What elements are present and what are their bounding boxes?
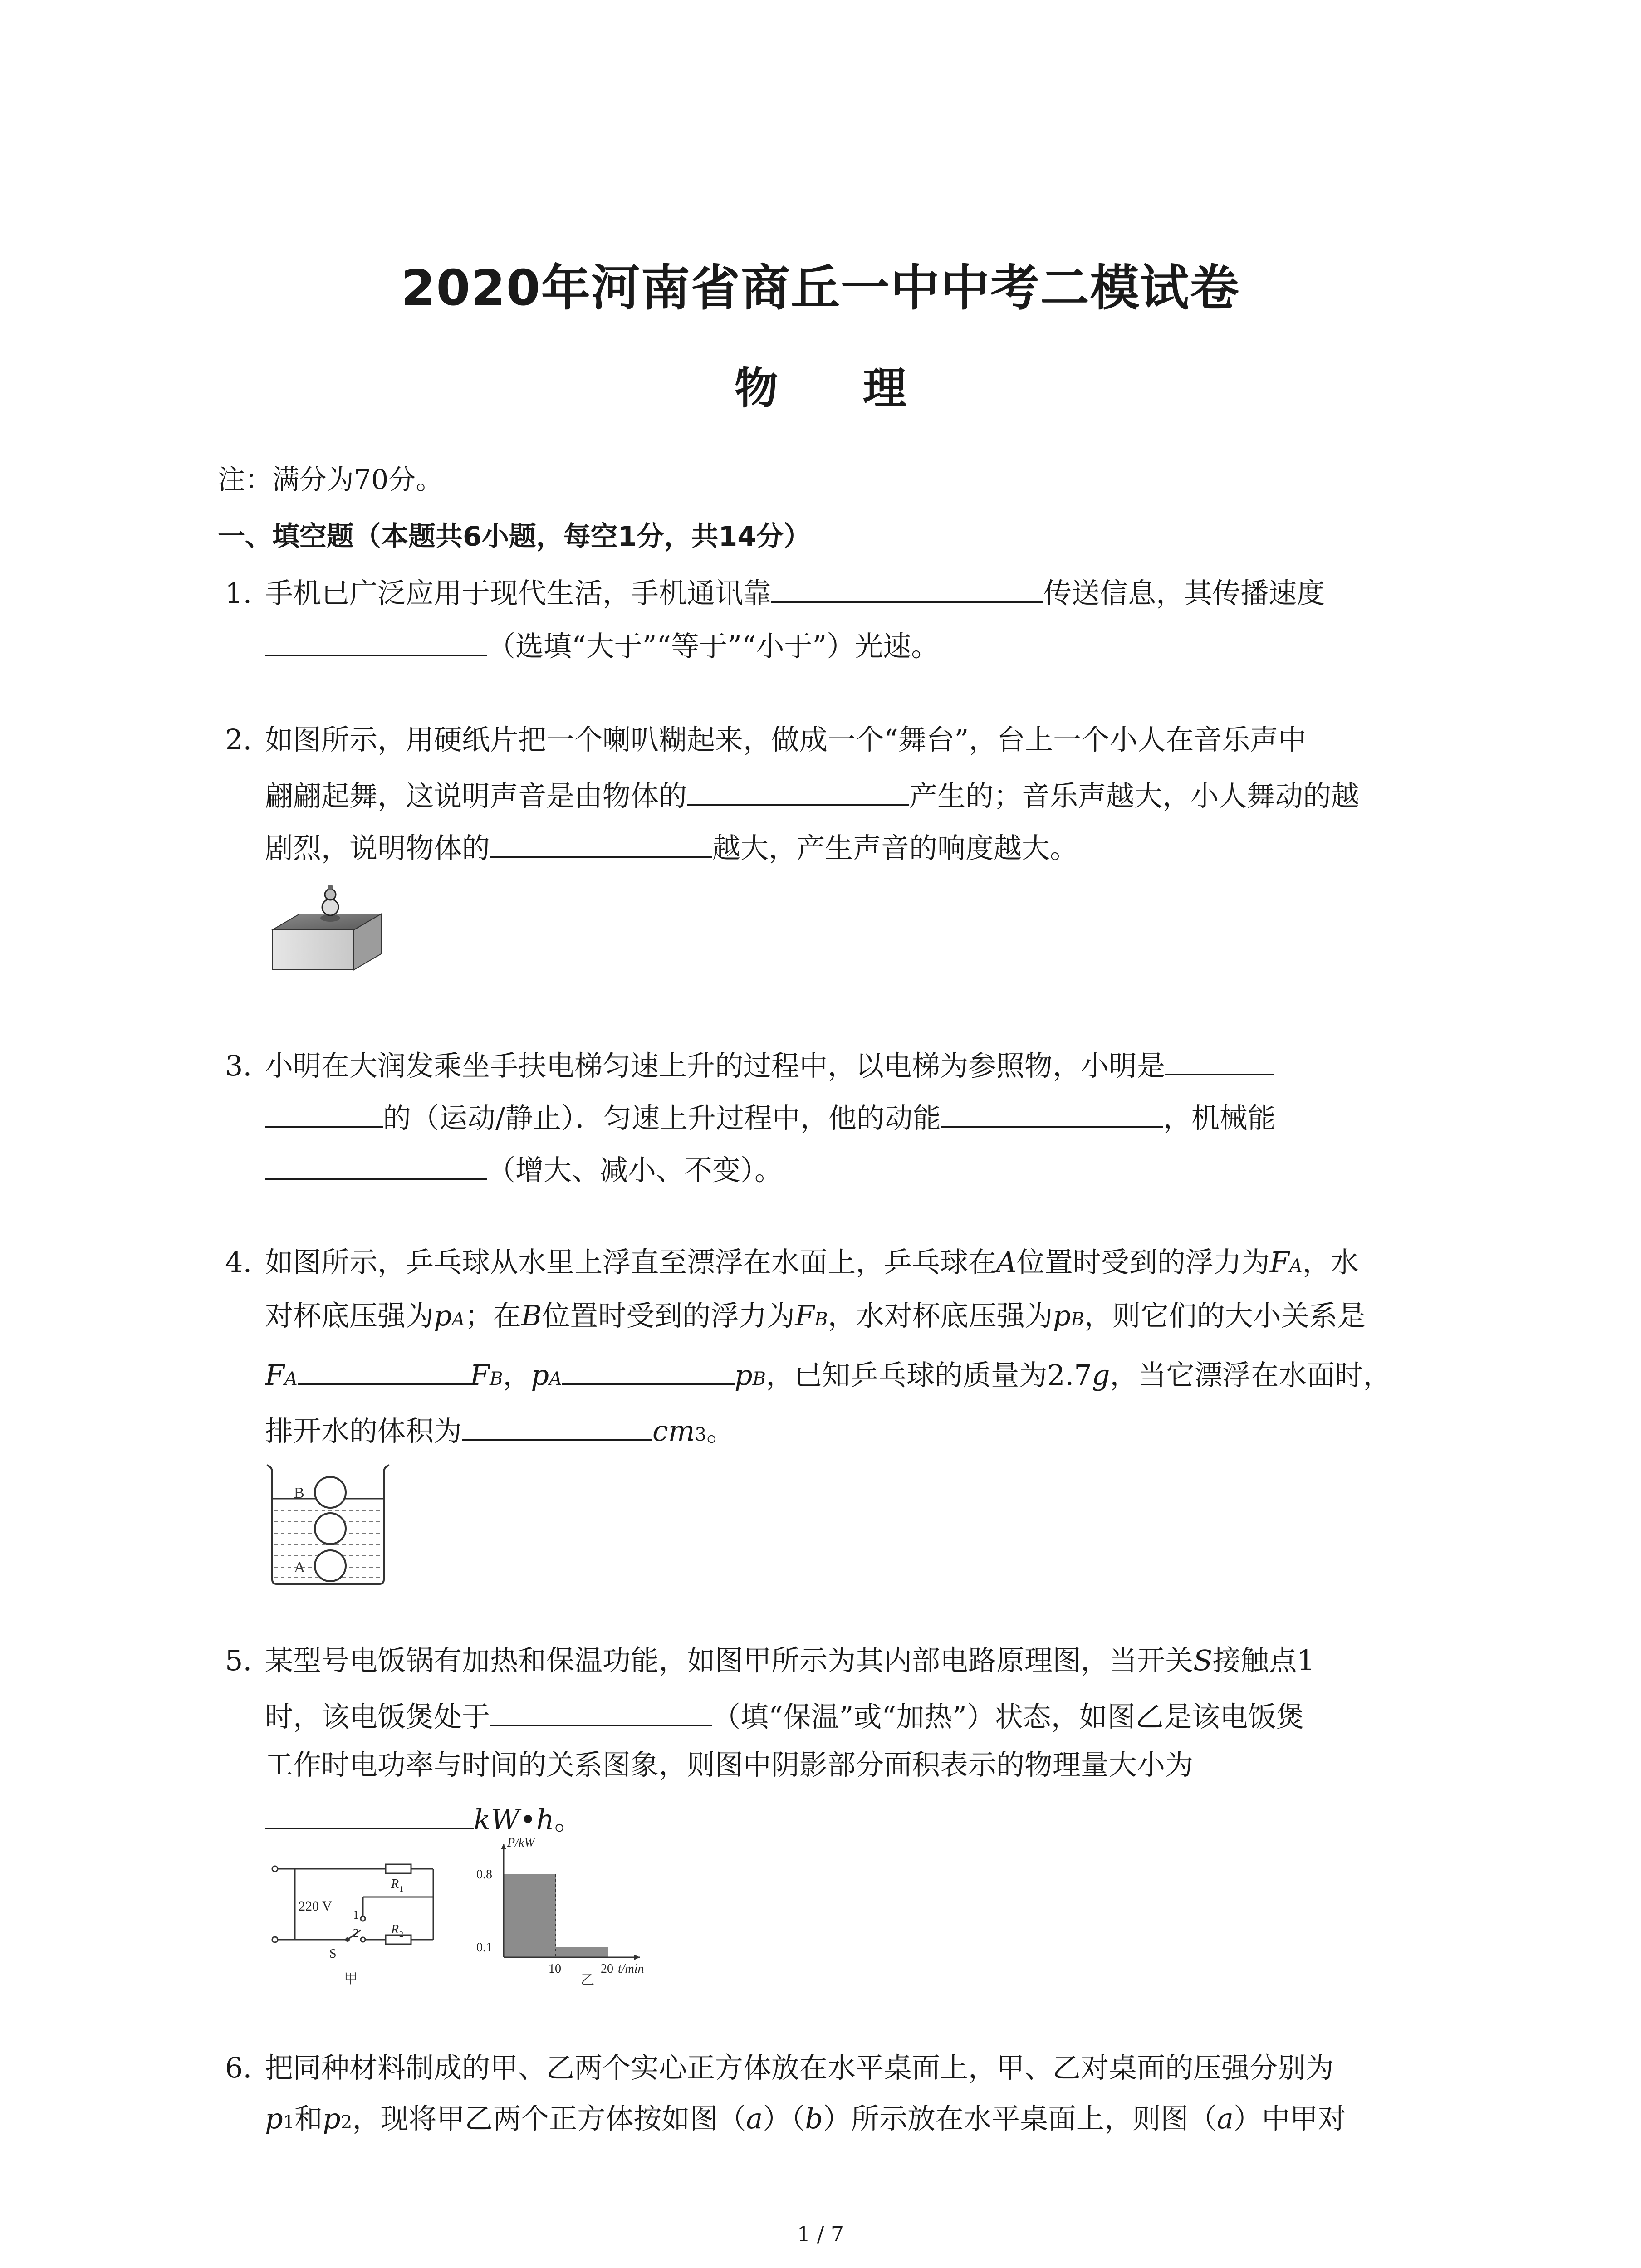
question-number: 4.	[225, 1246, 252, 1279]
question-number: 6.	[225, 2051, 252, 2084]
q4-line-1	[225, 1246, 1359, 1279]
answer-blank[interactable]	[562, 1357, 735, 1385]
q6-text: ）所示放在水平桌面上，则图（	[823, 2102, 1217, 2135]
math-var: a	[746, 2102, 763, 2135]
answer-blank[interactable]	[490, 830, 712, 858]
circuit-diagram	[268, 1851, 449, 1987]
math-sub: 2	[340, 2112, 353, 2133]
q5-line-4	[265, 1802, 583, 1834]
q5-text: 某型号电饭锅有加热和保温功能，如图甲所示为其内部电路原理图，当开关	[265, 1644, 1194, 1677]
x-tick-label: 20	[601, 1962, 613, 1976]
q2-text-d: 剧烈，说明物体的	[265, 831, 490, 865]
answer-blank[interactable]	[265, 1802, 474, 1829]
answer-blank-part1[interactable]	[1165, 1048, 1274, 1075]
answer-blank[interactable]	[490, 1699, 712, 1726]
x-axis-arrow	[634, 1955, 640, 1960]
math-var: b	[805, 2102, 823, 2135]
math-sub: A	[549, 1369, 562, 1389]
r2-subscript: 2	[399, 1930, 403, 1939]
q3-line-1	[225, 1048, 1274, 1080]
label-a: A	[294, 1559, 305, 1576]
q6-text: ，现将甲乙两个正方体按如图（	[352, 2102, 746, 2135]
question-number: 2.	[225, 723, 252, 756]
ball-middle	[315, 1513, 346, 1544]
math-number: 2.7	[1047, 1359, 1092, 1392]
math-unit: kW•h	[474, 1803, 554, 1836]
power-segment-bar	[504, 1874, 556, 1957]
x-axis-label: t/min	[618, 1962, 644, 1976]
switch-label: S	[329, 1947, 337, 1961]
q6-line-1	[225, 2051, 1334, 2084]
math-sub: B	[489, 1369, 503, 1389]
exam-title: 2020年河南省商丘一中中考二模试卷	[401, 260, 1240, 317]
section-heading: 一、填空题（本题共6小题，每空1分，共14分）	[218, 521, 811, 552]
speaker-stage-figure	[268, 871, 386, 980]
figure-caption-jia: 甲	[344, 1971, 358, 1986]
question-number: 1.	[225, 577, 252, 610]
math-var: p	[434, 1299, 452, 1332]
answer-blank-part2[interactable]	[265, 1100, 383, 1128]
q5-line-2	[265, 1699, 1304, 1731]
q4-text: 位置时受到的浮力为	[1016, 1246, 1270, 1279]
q3-line-2	[265, 1100, 1276, 1132]
power-segment-bar	[556, 1947, 608, 1957]
q2-line-2	[265, 778, 1359, 810]
q6-text: 把同种材料制成的甲、乙两个实心正方体放在水平桌面上，甲、乙对桌面的压强分别为	[265, 2051, 1334, 2084]
answer-blank[interactable]	[265, 628, 487, 656]
q6-text: ）（	[763, 2102, 805, 2135]
q3-text-d: （增大、减小、不变）。	[487, 1154, 783, 1187]
y-axis-label: P/kW	[507, 1836, 535, 1850]
y-tick-label: 0.8	[476, 1867, 492, 1882]
y-tick-label: 0.1	[476, 1941, 492, 1955]
q2-text-c: 产生的；音乐声越大，小人舞动的越	[909, 779, 1360, 812]
math-unit: cm	[652, 1414, 695, 1447]
math-var: p	[531, 1359, 549, 1392]
q4-text: 如图所示，乒乓球从水里上浮直至漂浮在水面上，乒乓球在	[265, 1246, 997, 1279]
q5-text: （填“保温”或“加热”）状态，如图乙是该电饭煲	[712, 1700, 1304, 1733]
answer-blank[interactable]	[298, 1357, 470, 1385]
math-var: A	[996, 1246, 1017, 1279]
math-var: p	[323, 2102, 341, 2135]
q4-text: ，水	[1302, 1246, 1359, 1279]
q5-line-3	[265, 1748, 1194, 1781]
q2-text-e: 越大，产生声音的响度越大。	[712, 831, 1078, 865]
q2-text-a: 如图所示，用硬纸片把一个喇叭糊起来，做成一个“舞台”，台上一个小人在音乐声中	[265, 723, 1307, 756]
math-var: p	[734, 1359, 753, 1392]
math-var: S	[1193, 1644, 1213, 1677]
x-tick-label: 10	[549, 1962, 561, 1976]
r1-subscript: 1	[399, 1884, 403, 1893]
math-var: B	[521, 1299, 542, 1332]
math-var: p	[1053, 1299, 1071, 1332]
math-sub: A	[284, 1369, 298, 1389]
q6-line-2	[265, 2102, 1347, 2135]
math-sub: 1	[283, 2112, 295, 2133]
q4-text: ，已知乒乓球的质量为	[766, 1359, 1048, 1392]
q1-line-2	[265, 628, 940, 663]
page-number: 1 / 7	[797, 2222, 844, 2246]
q6-text: ）中甲对	[1234, 2102, 1347, 2135]
q4-text: ，水对杯底压强为	[828, 1299, 1053, 1332]
q2-text-b: 翩翩起舞，这说明声音是由物体的	[265, 779, 687, 812]
q3-text-b: 的（运动/静止）．匀速上升过程中，他的动能	[383, 1101, 941, 1134]
r1-label: R	[391, 1877, 399, 1891]
q2-line-1	[225, 723, 1307, 756]
q4-text: 。	[706, 1414, 735, 1447]
math-sub: A	[1289, 1256, 1303, 1276]
math-var: F	[470, 1359, 490, 1392]
math-sub: A	[451, 1309, 465, 1330]
beaker-figure	[262, 1461, 394, 1588]
q2-line-3	[265, 830, 1078, 865]
question-number: 3.	[225, 1049, 252, 1082]
q4-text: ，则它们的大小关系是	[1084, 1299, 1366, 1332]
y-axis-arrow	[501, 1844, 506, 1849]
q1-text-b: 传送信息，其传播速度	[1043, 577, 1325, 610]
q4-text: 对杯底压强为	[265, 1299, 434, 1332]
ball-b	[315, 1477, 346, 1508]
q5-text: 工作时电功率与时间的关系图象，则图中阴影部分面积表示的物理量大小为	[265, 1748, 1194, 1781]
voltage-label: 220 V	[299, 1899, 332, 1914]
q6-text: 和	[294, 2102, 323, 2135]
figure-caption-yi: 乙	[581, 1973, 594, 1988]
q1-text-a: 手机已广泛应用于现代生活，手机通讯靠	[265, 577, 772, 610]
q4-line-2	[265, 1299, 1366, 1332]
answer-blank[interactable]	[462, 1413, 652, 1441]
contact-1-label: 1	[353, 1908, 359, 1921]
answer-blank[interactable]	[687, 778, 909, 806]
q5-text: 时，该电饭煲处于	[265, 1700, 490, 1733]
q5-text: 。	[554, 1803, 583, 1836]
q4-text: 排开水的体积为	[265, 1414, 462, 1447]
math-var: F	[795, 1299, 815, 1332]
math-sup: 3	[695, 1424, 706, 1445]
question-number: 5.	[225, 1644, 252, 1677]
math-sub: B	[814, 1309, 828, 1330]
subject-text: 物 理	[735, 363, 906, 414]
answer-blank[interactable]	[265, 1152, 487, 1180]
math-var: F	[1269, 1246, 1289, 1279]
math-var: a	[1217, 2102, 1234, 2135]
q3-text-c: ，机械能	[1163, 1101, 1276, 1134]
r2-label: R	[391, 1922, 399, 1936]
power-time-graph	[467, 1835, 676, 1989]
score-note: 注：满分为70分。	[218, 464, 443, 496]
q4-text: ，	[503, 1359, 531, 1392]
math-var: F	[265, 1359, 285, 1392]
ball-a	[315, 1550, 346, 1581]
q4-text: ；在	[465, 1299, 521, 1332]
math-var: p	[265, 2102, 283, 2135]
q3-line-3	[265, 1152, 783, 1187]
math-sub: B	[1071, 1309, 1084, 1330]
subject-title	[0, 354, 1641, 416]
math-sub: B	[752, 1369, 766, 1389]
label-b: B	[294, 1485, 304, 1501]
q1-line-1	[225, 575, 1325, 610]
q5-line-1	[225, 1644, 1315, 1677]
q1-text-c: （选填“大于”“等于”“小于”）光速。	[487, 630, 940, 663]
q3-text-a: 小明在大润发乘坐手扶电梯匀速上升的过程中，以电梯为参照物，小明是	[265, 1049, 1166, 1082]
contact-2-label: 2	[353, 1926, 359, 1940]
q4-line-4	[265, 1413, 735, 1445]
answer-blank[interactable]	[941, 1100, 1163, 1128]
math-unit: g	[1092, 1359, 1110, 1392]
q4-text: ，当它漂浮在水面时，	[1110, 1359, 1391, 1392]
answer-blank[interactable]	[771, 575, 1043, 603]
q5-text: 接触点1	[1212, 1644, 1315, 1677]
q4-text: 位置时受到的浮力为	[542, 1299, 795, 1332]
q4-line-3	[265, 1357, 1391, 1392]
